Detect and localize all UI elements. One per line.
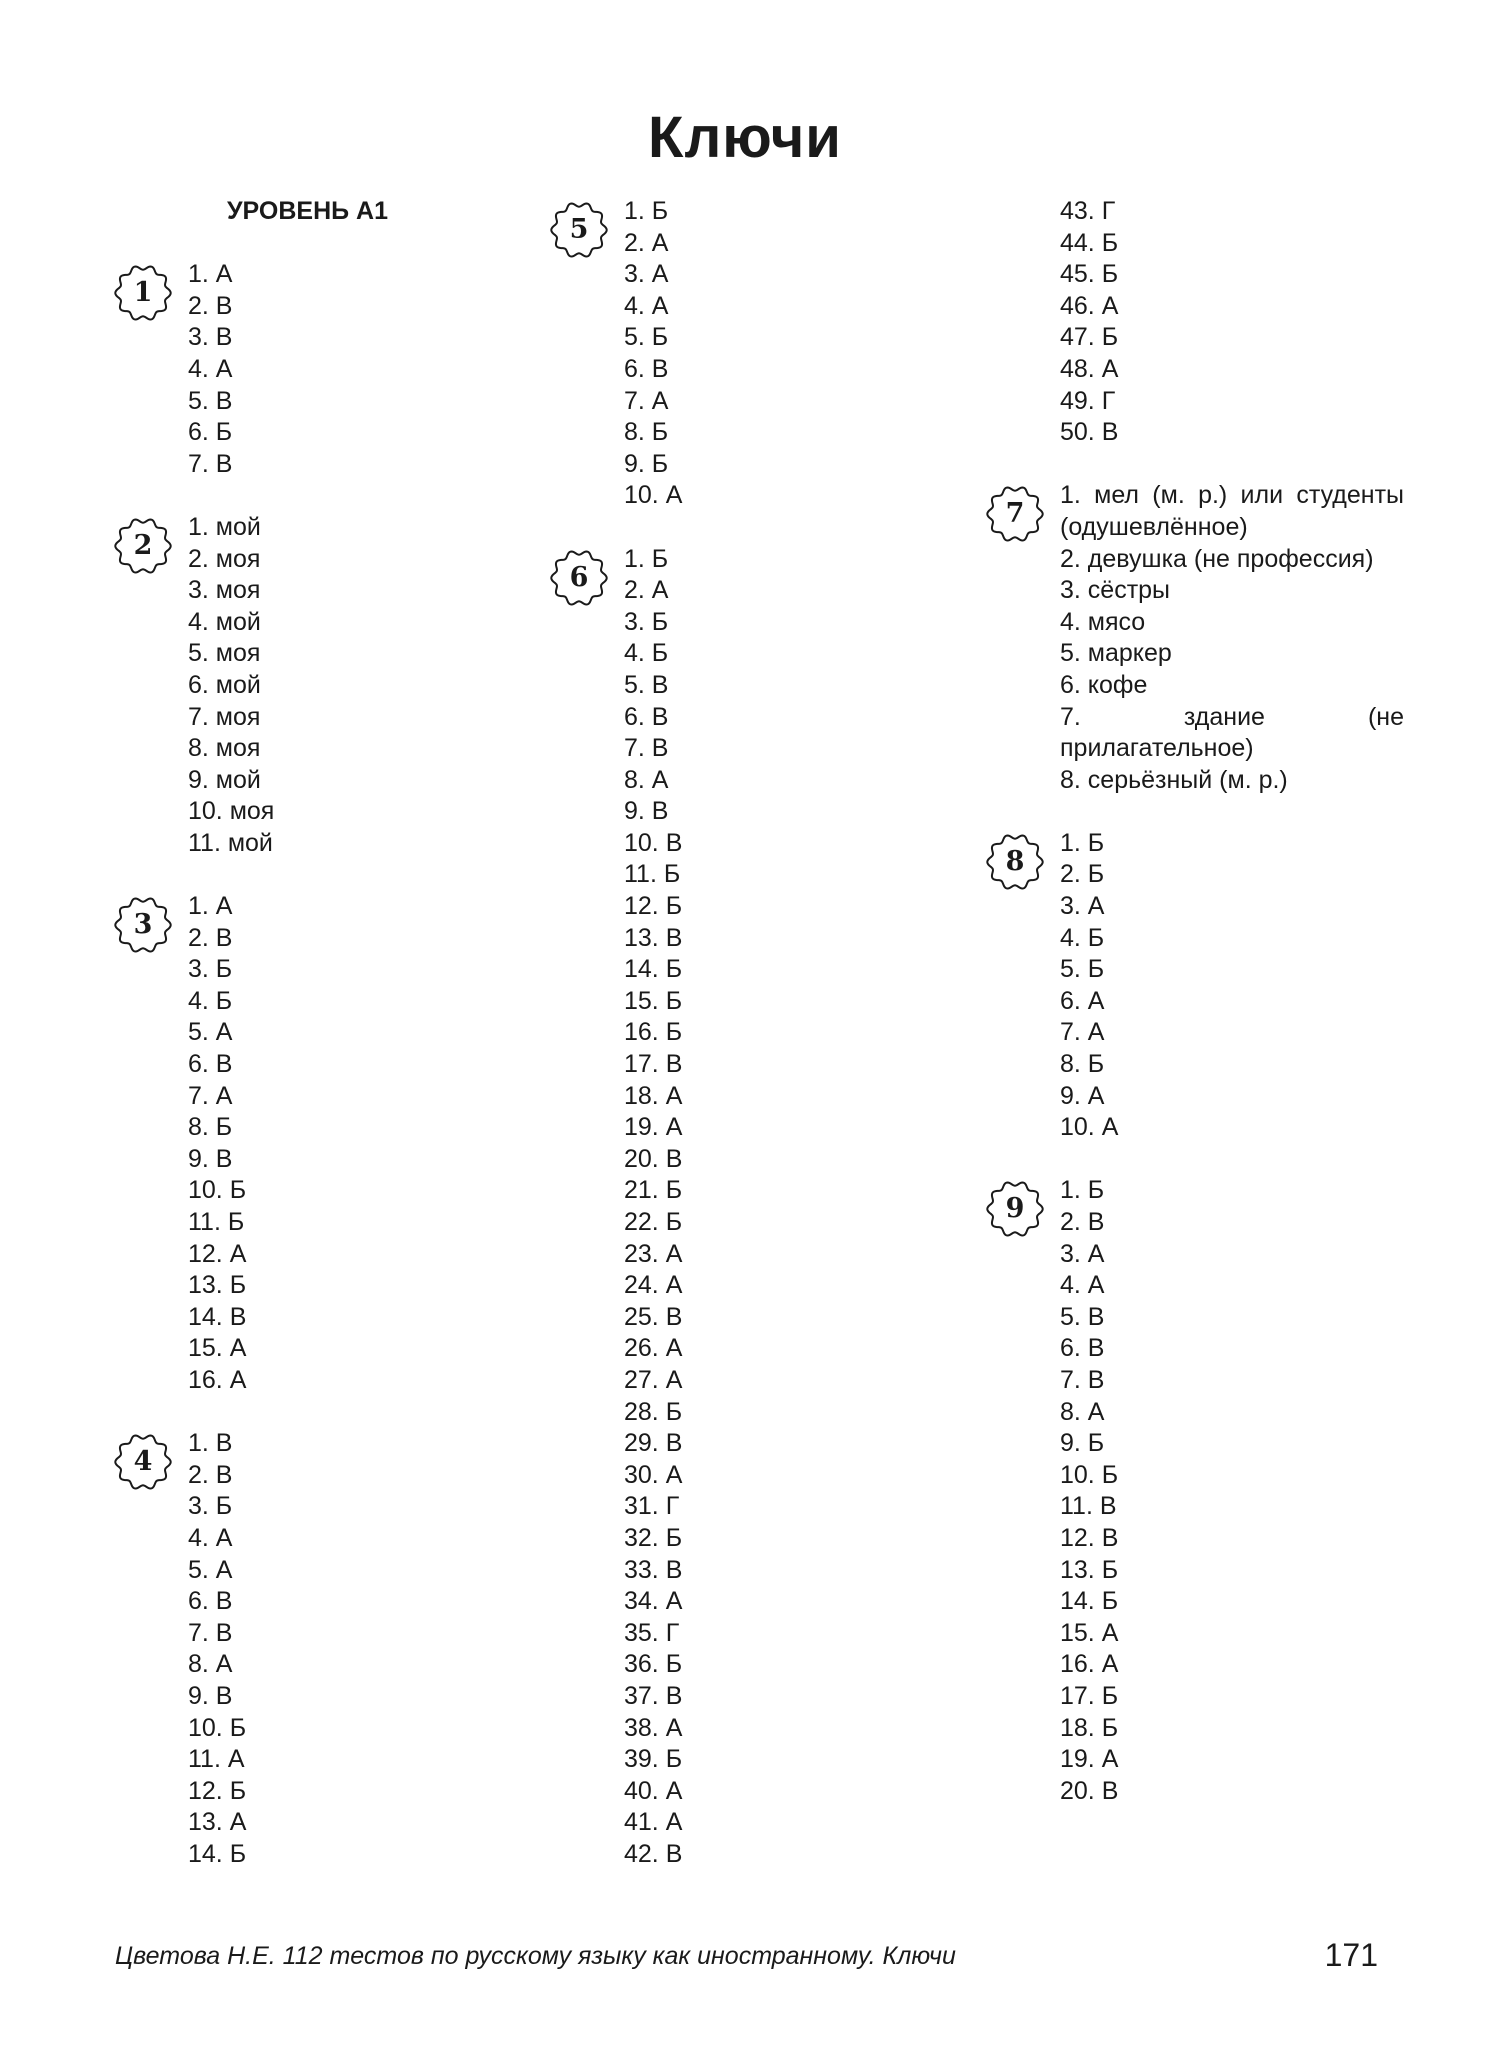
answer-item: 4. А [188,1523,233,1552]
answer-item: 30. А [624,1460,683,1489]
section-number: 8 [1005,845,1025,877]
answer-item: 23. А [624,1239,683,1268]
answer-item: 6. В [624,702,669,731]
section-number: 2 [133,529,153,561]
answer-item: 2. В [188,291,233,320]
answer-item: 1. Б [1060,828,1105,857]
answer-item: 4. А [624,291,669,320]
answer-section [984,828,1404,1144]
answer-item: 3. Б [188,955,233,984]
answer-list [1060,480,1404,796]
answer-item: 50. В [1060,418,1119,447]
answer-item: 1. Б [624,197,669,225]
answer-item: 48. А [1060,354,1119,383]
answer-list [188,891,492,1397]
answer-item: 4. Б [1060,923,1105,952]
answer-item: 39. Б [624,1745,683,1774]
answer-item: 29. В [624,1429,683,1458]
page-title: Ключи [648,105,842,170]
answer-item: 5. Б [624,323,669,352]
section-number-badge [548,199,610,261]
answer-item: 1. Б [1060,1176,1105,1205]
answer-item: 13. А [188,1808,247,1837]
answer-section [112,512,492,860]
answer-item: 8. А [188,1650,233,1679]
answer-item: 8. Б [1060,1050,1105,1079]
section-number: 6 [569,561,589,593]
answer-item: 9. В [188,1144,233,1173]
section-number-badge [112,894,174,956]
page-number: 171 [1324,1937,1378,1973]
answer-item: 2. В [1060,1208,1105,1236]
answer-item: 13. Б [188,1271,247,1300]
answer-item: 14. Б [624,955,683,984]
answer-item: 45. Б [1060,260,1119,289]
answer-item: 28. Б [624,1397,683,1426]
column-2 [548,196,928,1870]
answer-item: 7. В [188,449,233,478]
answer-item: 7. А [624,386,669,415]
section-number-badge [984,483,1046,545]
answer-item: 18. Б [1060,1713,1119,1742]
answer-item: 3. В [188,323,233,352]
answer-item: 12. Б [624,892,683,921]
answer-item: 3. А [1060,1239,1105,1268]
answer-section [984,1175,1404,1807]
answer-list [1060,196,1404,449]
answer-section [112,1428,492,1870]
section-number-badge [984,831,1046,893]
answer-item: 24. А [624,1271,683,1300]
answer-item: 4. А [1060,1271,1105,1300]
answer-item: 2. В [188,1460,233,1489]
answer-item: 10. моя [188,797,275,826]
answer-item: 3. Б [624,607,669,636]
answer-item: 5. В [188,386,233,415]
answer-item: 5. В [624,670,669,699]
answer-item: 9. Б [1060,1429,1105,1458]
answer-item: 6. мой [188,670,261,699]
answer-item: 10. В [624,828,683,857]
answer-item: 1. мел (м. р.) или студенты (одушевлённое) [1060,481,1404,541]
answer-item: 7. В [188,1618,233,1647]
answer-item: 47. Б [1060,323,1119,352]
answer-item: 27. А [624,1365,683,1394]
answer-item: 5. А [188,1555,233,1584]
answer-item: 3. моя [188,576,261,605]
answer-item: 10. А [624,481,683,510]
section-number: 9 [1005,1193,1025,1225]
answer-item: 26. А [624,1334,683,1363]
answer-item: 20. В [624,1144,683,1173]
answer-item: 16. Б [624,1018,683,1047]
answer-item: 19. А [624,1113,683,1142]
answer-item: 2. В [188,923,233,952]
answer-item: 11. А [188,1745,245,1774]
answer-item: 8. А [624,765,669,794]
answer-list [624,544,928,1871]
answer-item: 40. А [624,1776,683,1805]
answer-item: 7. А [1060,1018,1105,1047]
answer-item: 6. В [624,354,669,383]
answer-item: 7. А [188,1081,233,1110]
answer-item: 19. А [1060,1745,1119,1774]
answer-item: 9. В [624,797,669,826]
answer-item: 7. В [1060,1365,1105,1394]
answer-section [112,259,492,480]
answer-item: 7. здание (не прилагательное) [1060,702,1404,763]
answer-item: 12. А [188,1239,247,1268]
answer-item: 9. В [188,1681,233,1710]
answer-item: 11. мой [188,828,273,857]
answer-item: 15. Б [624,986,683,1015]
section-number: 1 [133,277,153,309]
answer-item: 33. В [624,1555,683,1584]
answer-item: 4. мой [188,607,261,636]
answer-item: 1. А [188,260,233,289]
answer-item: 6. Б [188,418,233,447]
answer-list [624,196,928,512]
answer-item: 9. мой [188,765,261,794]
answer-item: 8. Б [188,1113,233,1142]
answer-item: 1. Б [624,544,669,573]
answer-item: 36. Б [624,1650,683,1679]
answer-item: 6. В [1060,1334,1105,1363]
answer-list [1060,828,1404,1144]
answer-item: 5. моя [188,639,261,668]
answer-item: 17. Б [1060,1681,1119,1710]
answer-item: 42. В [624,1839,683,1868]
answer-section-continued [984,196,1404,449]
footer-reference: Цветова Н.Е. 112 тестов по русскому языку как иностранному. Ключи [115,1942,956,1970]
answer-item: 8. А [1060,1397,1105,1426]
answer-list [188,1428,492,1870]
section-number-badge [112,515,174,577]
answer-item: 4. А [188,354,233,383]
answer-item: 41. А [624,1808,683,1837]
answer-item: 34. А [624,1587,683,1616]
answer-list [1060,1175,1404,1807]
answer-item: 11. Б [624,860,681,889]
answer-item: 13. В [624,923,683,952]
answer-section [112,891,492,1397]
answer-item: 46. А [1060,291,1119,320]
answer-item: 2. Б [1060,860,1105,889]
answer-item: 2. девушка (не профессия) [1060,544,1374,573]
answer-item: 1. В [188,1429,233,1458]
answer-item: 5. В [1060,1302,1105,1331]
answer-item: 7. моя [188,702,261,731]
answer-item: 3. Б [188,1492,233,1521]
section-number: 5 [569,214,589,245]
answer-item: 18. А [624,1081,683,1110]
answer-item: 2. моя [188,544,261,573]
answer-item: 21. Б [624,1176,683,1205]
answer-item: 6. В [188,1050,233,1079]
answer-item: 10. А [1060,1113,1119,1142]
answer-item: 43. Г [1060,197,1116,225]
answer-item: 6. кофе [1060,670,1148,699]
answer-item: 32. Б [624,1523,683,1552]
answer-section [984,480,1404,796]
section-number-badge [112,1431,174,1493]
answer-list [188,259,492,480]
answer-item: 10. Б [188,1176,247,1205]
answer-item: 7. В [624,734,669,763]
answer-item: 35. Г [624,1618,680,1647]
answer-item: 49. Г [1060,386,1116,415]
answer-item: 3. А [624,260,669,289]
answer-item: 13. Б [1060,1555,1119,1584]
answer-item: 37. В [624,1681,683,1710]
answer-section [548,196,928,512]
answer-item: 5. А [188,1018,233,1047]
column-1 [112,196,492,1870]
answer-item: 1. А [188,892,233,921]
section-number: 3 [133,909,153,941]
answer-item: 8. моя [188,734,261,763]
answer-item: 20. В [1060,1776,1119,1805]
answer-item: 5. маркер [1060,639,1172,668]
answer-item: 12. Б [188,1776,247,1805]
answer-item: 15. А [1060,1618,1119,1647]
answer-item: 31. Г [624,1492,680,1521]
level-heading: УРОВЕНЬ А1 [227,197,388,225]
answer-item: 9. А [1060,1081,1105,1110]
answer-item: 14. В [188,1302,247,1331]
answer-item: 38. А [624,1713,683,1742]
answer-item: 5. Б [1060,955,1105,984]
answer-item: 10. Б [188,1713,247,1742]
answer-item: 3. сёстры [1060,576,1171,605]
answer-item: 9. Б [624,449,669,478]
section-number: 7 [1005,498,1025,530]
answer-list [188,512,492,860]
section-number: 4 [133,1446,153,1478]
answer-item: 4. Б [188,986,233,1015]
answer-item: 4. Б [624,639,669,668]
answer-item: 11. Б [188,1208,245,1236]
answer-section [548,544,928,1871]
section-number-badge [984,1178,1046,1240]
answer-item: 22. Б [624,1208,683,1236]
answer-item: 6. В [188,1587,233,1616]
answer-item: 15. А [188,1334,247,1363]
answer-item: 10. Б [1060,1460,1119,1489]
answer-item: 14. Б [1060,1587,1119,1616]
answer-item: 1. мой [188,512,261,541]
answer-item: 16. А [188,1365,247,1394]
section-number-badge [112,262,174,324]
answer-item: 2. А [624,228,669,257]
answer-item: 25. В [624,1302,683,1331]
answer-item: 2. А [624,576,669,605]
answer-item: 8. серьёзный (м. р.) [1060,765,1288,794]
section-number-badge [548,547,610,609]
answer-item: 6. А [1060,986,1105,1015]
answer-item: 14. Б [188,1839,247,1868]
column-3 [984,196,1404,1807]
answer-item: 8. Б [624,418,669,447]
answer-item: 12. В [1060,1523,1119,1552]
answer-item: 3. А [1060,892,1105,921]
answer-item: 44. Б [1060,228,1119,257]
answer-item: 16. А [1060,1650,1119,1679]
answer-item: 4. мясо [1060,607,1146,636]
answer-item: 11. В [1060,1492,1117,1521]
answer-item: 17. В [624,1050,683,1079]
